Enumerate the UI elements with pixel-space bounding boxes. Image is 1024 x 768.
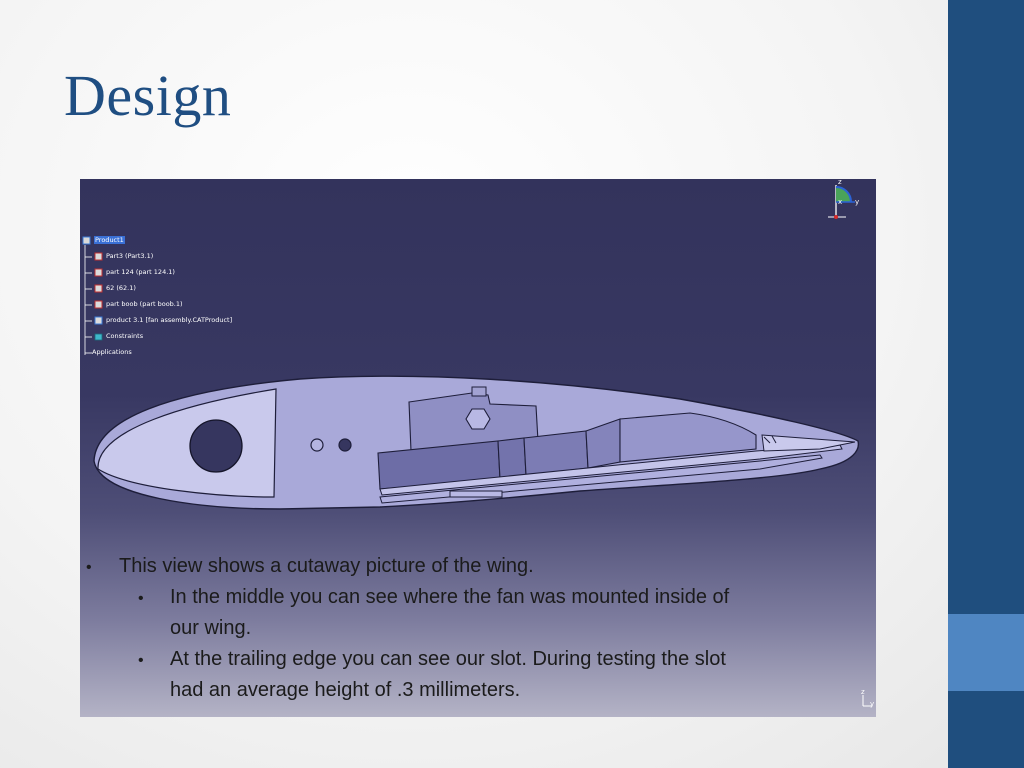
small-hole-right xyxy=(339,439,351,451)
tree-item-product31[interactable] xyxy=(94,316,232,325)
slide-title: Design xyxy=(64,63,232,128)
part-icon xyxy=(94,284,103,293)
tree-item-label: part boob (part boob.1) xyxy=(106,300,183,308)
housing-segment-center xyxy=(524,431,588,475)
tree-applications-label: Applications xyxy=(92,348,132,356)
tree-item-62[interactable] xyxy=(94,284,136,293)
specification-tree[interactable] xyxy=(80,179,380,379)
compass-x-label: x xyxy=(838,198,843,206)
tree-item-part-boob[interactable] xyxy=(94,300,183,309)
bullet-dot: • xyxy=(138,590,144,607)
product-icon xyxy=(82,236,91,245)
tree-item-applications[interactable] xyxy=(92,348,132,357)
tree-item-part124[interactable] xyxy=(94,268,175,277)
mount-tab xyxy=(472,387,486,396)
lower-tab xyxy=(450,491,502,497)
compass-z-label: z xyxy=(838,179,842,186)
corner-y-label: y xyxy=(870,700,875,708)
compass-y-label: y xyxy=(855,198,860,206)
bullet-slot-line1: At the trailing edge you can see our slot. During testing the slot xyxy=(170,648,726,670)
hex-nut xyxy=(466,409,490,429)
bullet-dot: • xyxy=(86,559,92,576)
sidebar-accent-block xyxy=(948,614,1024,691)
corner-z-label: z xyxy=(861,688,865,696)
tree-item-part3[interactable] xyxy=(94,252,153,261)
tree-item-label: part 124 (part 124.1) xyxy=(106,268,175,276)
housing-segment-mid xyxy=(498,438,526,479)
part-icon xyxy=(94,268,103,277)
corner-axis-indicator xyxy=(861,688,874,708)
view-compass[interactable] xyxy=(828,179,859,219)
tree-item-label: 62 (62.1) xyxy=(106,284,136,292)
tree-item-label: product 3.1 [fan assembly.CATProduct] xyxy=(106,316,233,324)
cad-viewport[interactable] xyxy=(80,179,876,717)
part-icon xyxy=(94,300,103,309)
tree-root-product[interactable] xyxy=(82,236,125,245)
part-icon xyxy=(94,252,103,261)
bullet-dot: • xyxy=(138,652,144,669)
small-hole-left xyxy=(311,439,323,451)
bullet-level1-text: This view shows a cutaway picture of the wing. xyxy=(119,555,534,577)
assembly-icon xyxy=(94,316,103,325)
bullet-fan-line2: our wing. xyxy=(170,617,252,639)
tree-root-label: Product1 xyxy=(95,236,124,244)
lightening-hole xyxy=(190,420,242,472)
bullet-fan-line1: In the middle you can see where the fan was mounted inside of xyxy=(170,586,730,608)
tree-item-constraints[interactable] xyxy=(94,332,143,341)
bullet-slot-line2: had an average height of .3 millimeters. xyxy=(170,679,521,701)
tree-item-label: Part3 (Part3.1) xyxy=(106,252,154,260)
constraints-icon xyxy=(94,332,103,341)
tree-item-label: Constraints xyxy=(106,332,144,340)
